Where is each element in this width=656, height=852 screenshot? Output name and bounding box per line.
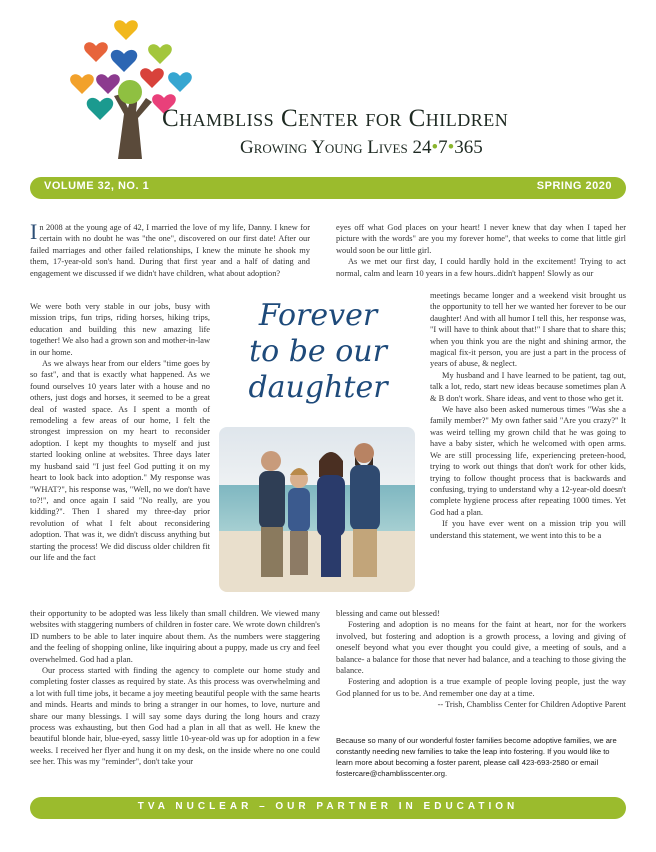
article-col2-narrow: [430, 290, 626, 541]
article-para-3: Our process started with finding the agency to complete our home study and completing foster classes as required by state. As this process was overwhelming and a lot with full time jobs, it became a joy meeting beautiful people with the same hearts and minds. Hearts and minds to bring a stranger in our homes, to love, nurture and share our many blessings. I will say some days during the long hours and crazy process was exhausting, but then God had a plan in all that as well. He knew the beautiful blonde hair, blue-eyed, sassy little 10-year-old was up for adoption in a few weeks. I received her flyer and hung it on my desk, on the inside where no one could see her. This was my "reminder", don't take your: [30, 666, 320, 767]
tagline-dot-1: •: [431, 137, 439, 158]
foster-callout: Because so many of our wonderful foster families become adoptive families, we are constantly needing new families to take the leap into fostering. If you would like to learn more about becoming a foster parent, please call 423-693-2580 or email fostercare@chamblisscenter.org.: [336, 736, 617, 778]
article-para-2b: their opportunity to be adopted was less likely than small children. We viewed many websites with staggering numbers of children in foster care. We wrote down children's ID numbers to be able to later inquire about them. As the numbers were staggering and the feeling of shopping online, like inquiring about a puppy, made us cry and feel overwhelmed. God had a plan.: [30, 609, 320, 664]
feature-title-line-1: Forever: [258, 298, 378, 333]
article-col1-top: [30, 219, 310, 279]
article-col2-para-1: eyes off what God places on your heart! I never knew that day when I taped her picture with the words" are you my forever home", that weeks to come that little girl would soon be our little girl.: [336, 223, 626, 255]
tagline-text-c: 365: [454, 137, 483, 158]
article-col2-para-2: As we met our first day, I could hardly hold in the excitement! Trying to act normal, calm and learn 10 years in a few hours..didn't happen! Slowly as our: [336, 257, 626, 278]
volume-label: VOLUME 32, NO. 1: [44, 180, 150, 192]
issue-banner: [30, 177, 626, 199]
article-col2-para-6: Fostering and adoption is no means for the faint at heart, nor for the workers involved, but fostering and adoption is a growth process, a loving and giving of oneself beyond what you ever thought you could give, a meeting of souls, and a balance- a balance for those that never had balance, and a teaching to those giving the balance.: [336, 620, 626, 676]
org-name: Chambliss Center for Children: [162, 105, 509, 132]
article-col2-para-5b: blessing and came out blessed!: [336, 609, 440, 618]
article-col2-para-4: We have also been asked numerous times "Was she a family member?" My own father said "Are you crazy?" It was weird telling my grown child that he was going to have a baby sister, which he welcomed with open arms. We are still processing life, experiencing preteen-hood, trying to work out things that don't work for other kids, trying to follow thought process that is backwards and confusing, trying to understand why a 12-year-old doesn't complete hygiene process after repeating 1000 times. Yet God had a plan.: [430, 405, 626, 517]
article-col2-para-7: Fostering and adoption is a true example of people loving people, just the way God planned for us to be. And remember one day at a time.: [336, 677, 626, 698]
family-photo: [219, 427, 415, 592]
article-col2-para-5: If you have ever went on a mission trip you will understand this statement, we went into this to be a: [430, 519, 626, 540]
article-para-1: n 2008 at the young age of 42, I married the love of my life, Danny. I knew for certain with no doubt he was "the one", discovered on our first date! After our failed marriages and other failed relationships, I knew the minute he shook my them, 17-year-old son's hand. During that first year and a half of dating and engagement we discussed if we didn't have children, what about adoption?: [30, 223, 310, 278]
tagline: [240, 137, 483, 159]
article-col2-top: [336, 222, 626, 279]
feature-title: [222, 298, 414, 406]
footer-banner: [30, 797, 626, 819]
article-para-1b: We were both very stable in our jobs, busy with mission trips, fun trips, riding horses, hiking trips, education and building this new amazing life together! We also had a grown son and mother-in-law in our home.: [30, 302, 210, 357]
article-col2-bottom: [336, 608, 626, 711]
feature-title-line-2: to be our: [249, 334, 387, 369]
tagline-dot-2: •: [447, 137, 455, 158]
drop-cap: I: [30, 219, 38, 244]
article-col2-para-3: My husband and I have learned to be patient, tag out, talk a lot, redo, start new ideas because sometimes plan A & B don't work. Share ideas, and vent to those who get it.: [430, 370, 626, 403]
tagline-text-b: 7: [438, 137, 448, 158]
footer-tagline: TVA NUCLEAR – OUR PARTNER IN EDUCATION: [137, 801, 519, 812]
signature: -- Trish, Chambliss Center for Children Adoptive Parent: [437, 700, 626, 710]
person-3: [317, 452, 345, 577]
issue-date: SPRING 2020: [536, 180, 612, 192]
article-col2-para-2b: meetings became longer and a weekend visit brought us the opportunity to tell her we wanted her forever to be our daughter! And with all humor I tell this, her response was, "I will have to think about that!" I share that to share this; when you think you are the night and shining armor, the magical fix-it person, you are just a part in the process of years of abuse, & neglect.: [430, 291, 626, 369]
article-para-2: As we always hear from our elders "time goes by so fast", and that is exactly what happened. As we found ourselves 10 years later with a house and no others, just dogs and horses, it seemed to be a great deal of wasted space. As I spent a month of remodeling a few areas of our home, I felt the strongest impression on my heart to reconsider adoption. I kept my thoughts to myself and just started looking online at websites. Three days later my husband said "I just feel God putting it on my heart to look back into adoption." My response was "WHAT?", his response was, "Well, no we don't have to?!", and once again I said "No really, are you kidding?". Then I shared my three-day prior revolution of what I felt about reconsidering adoption. That was it, we didn't discuss anything but starting the process! We did discuss older children fit our life and the fact: [30, 359, 210, 562]
article-col1-bottom: [30, 608, 320, 768]
heart-tree-logo: [66, 14, 196, 159]
article-col1-narrow: [30, 301, 210, 563]
feature-title-line-3: daughter: [248, 370, 388, 405]
tagline-text-a: Growing Young Lives 24: [240, 137, 432, 158]
